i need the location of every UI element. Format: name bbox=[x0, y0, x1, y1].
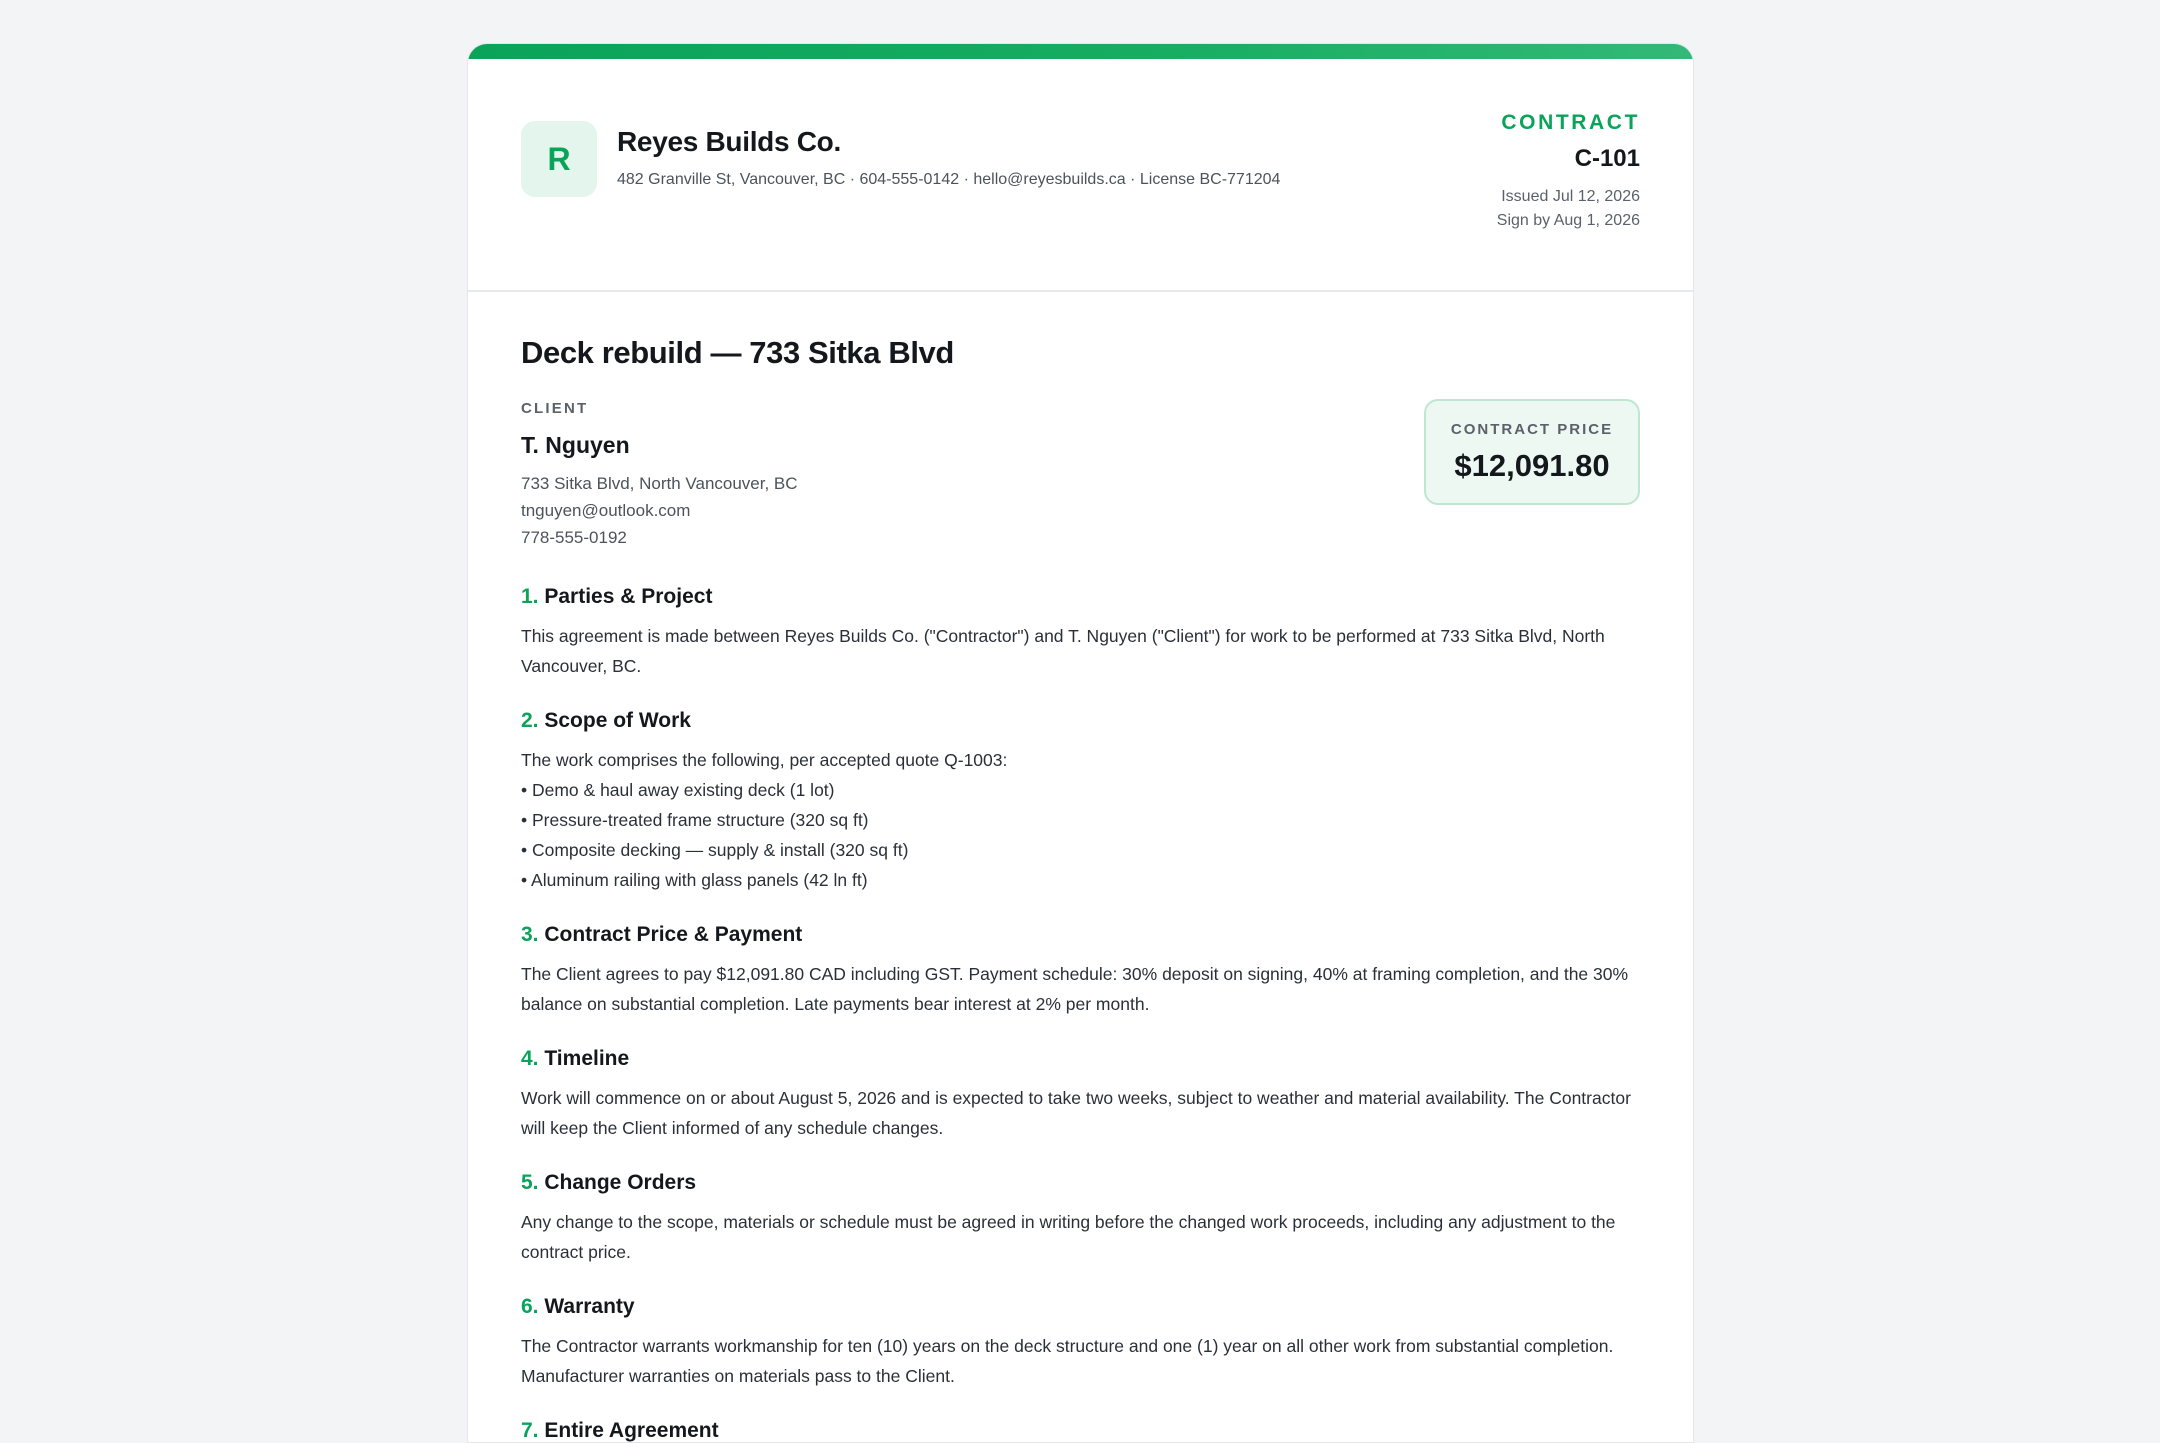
section-heading bbox=[521, 582, 1642, 612]
issued-date: Issued Jul 12, 2026 bbox=[1501, 188, 1640, 205]
section-title: Warranty bbox=[544, 1295, 635, 1318]
scope-item: • Demo & haul away existing deck (1 lot) bbox=[521, 780, 835, 800]
section-text: Work will commence on or about August 5, 2026 and is expected to take two weeks, subject to weather and material availability. The Contractor will keep the Client informed of any schedule changes. bbox=[521, 1088, 1631, 1138]
section-number: 7. bbox=[521, 1419, 539, 1442]
logo-letter: R bbox=[547, 140, 571, 177]
scope-intro: The work comprises the following, per accepted quote Q-1003: bbox=[521, 750, 1008, 770]
section-heading bbox=[521, 1168, 1642, 1198]
price-label: CONTRACT PRICE bbox=[1450, 421, 1614, 438]
section-entire-agreement bbox=[521, 1416, 1642, 1443]
client-phone: 778-555-0192 bbox=[521, 528, 627, 547]
section-number: 2. bbox=[521, 709, 539, 732]
section-timeline bbox=[521, 1044, 1642, 1168]
section-number: 1. bbox=[521, 585, 539, 608]
section-title: Parties & Project bbox=[544, 585, 713, 608]
section-heading bbox=[521, 1044, 1642, 1074]
section-text: The Client agrees to pay $12,091.80 CAD including GST. Payment schedule: 30% deposit on signing, 40% at framing completion, and the 30% balance on substantial completion. Late payments bear interest at 2% per month. bbox=[521, 964, 1629, 1014]
client-name: T. Nguyen bbox=[521, 432, 630, 458]
section-number: 3. bbox=[521, 923, 539, 946]
section-title: Contract Price & Payment bbox=[544, 923, 803, 946]
accent-bar bbox=[468, 44, 1693, 59]
scope-item: • Composite decking — supply & install (320 sq ft) bbox=[521, 840, 909, 860]
document-number: C-101 bbox=[1574, 145, 1640, 172]
section-text: Any change to the scope, materials or schedule must be agreed in writing before the changed work proceeds, including any adjustment to the contract price. bbox=[521, 1212, 1616, 1262]
section-title: Timeline bbox=[544, 1047, 630, 1070]
section-warranty bbox=[521, 1292, 1642, 1416]
document-meta bbox=[1497, 111, 1640, 233]
section-heading bbox=[521, 1292, 1642, 1322]
section-scope bbox=[521, 706, 1642, 920]
section-heading bbox=[521, 920, 1642, 950]
section-number: 4. bbox=[521, 1047, 539, 1070]
document-header bbox=[468, 59, 1693, 292]
price-value: $12,091.80 bbox=[1454, 448, 1610, 483]
sign-by-date: Sign by Aug 1, 2026 bbox=[1496, 212, 1640, 229]
client-label: CLIENT bbox=[521, 400, 589, 417]
section-text: This agreement is made between Reyes Builds Co. ("Contractor") and T. Nguyen ("Client") for work to be performed at 733 Sitka Blvd, North Vancouver, BC. bbox=[521, 626, 1605, 676]
contract-price-box bbox=[1424, 399, 1640, 505]
scope-item: • Aluminum railing with glass panels (42 ln ft) bbox=[521, 870, 868, 890]
section-price-payment bbox=[521, 920, 1642, 1044]
section-title: Scope of Work bbox=[544, 709, 691, 732]
section-number: 5. bbox=[521, 1171, 539, 1194]
contract-sections bbox=[521, 582, 1642, 1443]
company-info: 482 Granville St, Vancouver, BC · 604-555-0142 · hello@reyesbuilds.ca · License BC-771204 bbox=[617, 171, 1281, 188]
section-heading bbox=[521, 706, 1642, 736]
section-change-orders bbox=[521, 1168, 1642, 1292]
document-type: CONTRACT bbox=[1501, 111, 1640, 134]
project-title: Deck rebuild — 733 Sitka Blvd bbox=[521, 335, 954, 370]
contract-document bbox=[467, 43, 1694, 1443]
section-heading bbox=[521, 1416, 1642, 1443]
client-email: tnguyen@outlook.com bbox=[521, 501, 691, 520]
section-number: 6. bbox=[521, 1295, 539, 1318]
section-text: The Contractor warrants workmanship for ten (10) years on the deck structure and one (1) year on all other work from substantial completion. Manufacturer warranties on materials pass to the Client. bbox=[521, 1336, 1614, 1386]
company-logo bbox=[521, 121, 597, 197]
company-name: Reyes Builds Co. bbox=[617, 126, 841, 157]
section-title: Change Orders bbox=[544, 1171, 697, 1194]
section-parties bbox=[521, 582, 1642, 706]
section-title: Entire Agreement bbox=[544, 1419, 719, 1442]
client-address: 733 Sitka Blvd, North Vancouver, BC bbox=[521, 474, 798, 493]
scope-item: • Pressure-treated frame structure (320 sq ft) bbox=[521, 810, 869, 830]
